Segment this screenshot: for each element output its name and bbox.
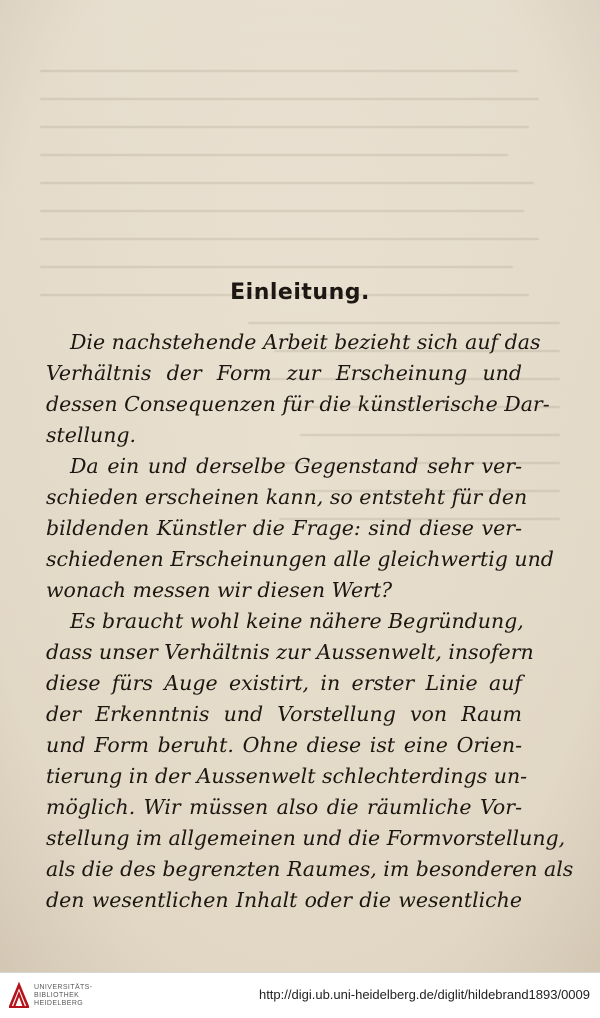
viewer-footer (0, 972, 600, 1018)
text-line: bildenden Künstler die Frage: sind diese ver- (46, 516, 522, 540)
text-line: schiedenen Erscheinungen alle gleichwertig und (46, 547, 554, 571)
university-library-logo-icon (8, 981, 30, 1009)
text-line: Da ein und derselbe Gegenstand sehr ver- (70, 454, 522, 478)
text-line: tierung in der Aussenwelt schlechterdings un- (46, 764, 528, 788)
text-line: schieden erscheinen kann, so entsteht für den (46, 485, 528, 509)
text-line: wonach messen wir diesen Wert? (46, 578, 393, 602)
text-line: diese fürs Auge existirt, in erster Linie auf (46, 671, 522, 695)
text-line: stellung im allgemeinen und die Formvorstellung, (46, 826, 566, 850)
text-line: dessen Consequenzen für die künstlerische Dar- (46, 392, 550, 416)
text-line: und Form beruht. Ohne diese ist eine Orien- (46, 733, 522, 757)
text-line: als die des begrenzten Raumes, im besonderen als (46, 857, 574, 881)
body-paragraphs (46, 327, 574, 916)
text-line: Es braucht wohl keine nähere Begründung, (70, 609, 524, 633)
permalink-url[interactable]: http://digi.ub.uni-heidelberg.de/diglit/hildebrand1893/0009 (258, 987, 590, 1002)
text-line: möglich. Wir müssen also die räumliche Vor- (46, 795, 522, 819)
text-line: Die nachstehende Arbeit bezieht sich auf das (70, 330, 541, 354)
text-line: der Erkenntnis und Vorstellung von Raum (46, 702, 522, 726)
text-line: dass unser Verhältnis zur Aussenwelt, insofern (46, 640, 534, 664)
text-line: stellung. (46, 423, 137, 447)
text-line: Verhältnis der Form zur Erscheinung und (46, 361, 522, 385)
chapter-heading: Einleitung. (230, 280, 370, 305)
library-name: UNIVERSITÄTS- BIBLIOTHEK HEIDELBERG (34, 984, 93, 1007)
text-line: den wesentlichen Inhalt oder die wesentliche (46, 888, 522, 912)
